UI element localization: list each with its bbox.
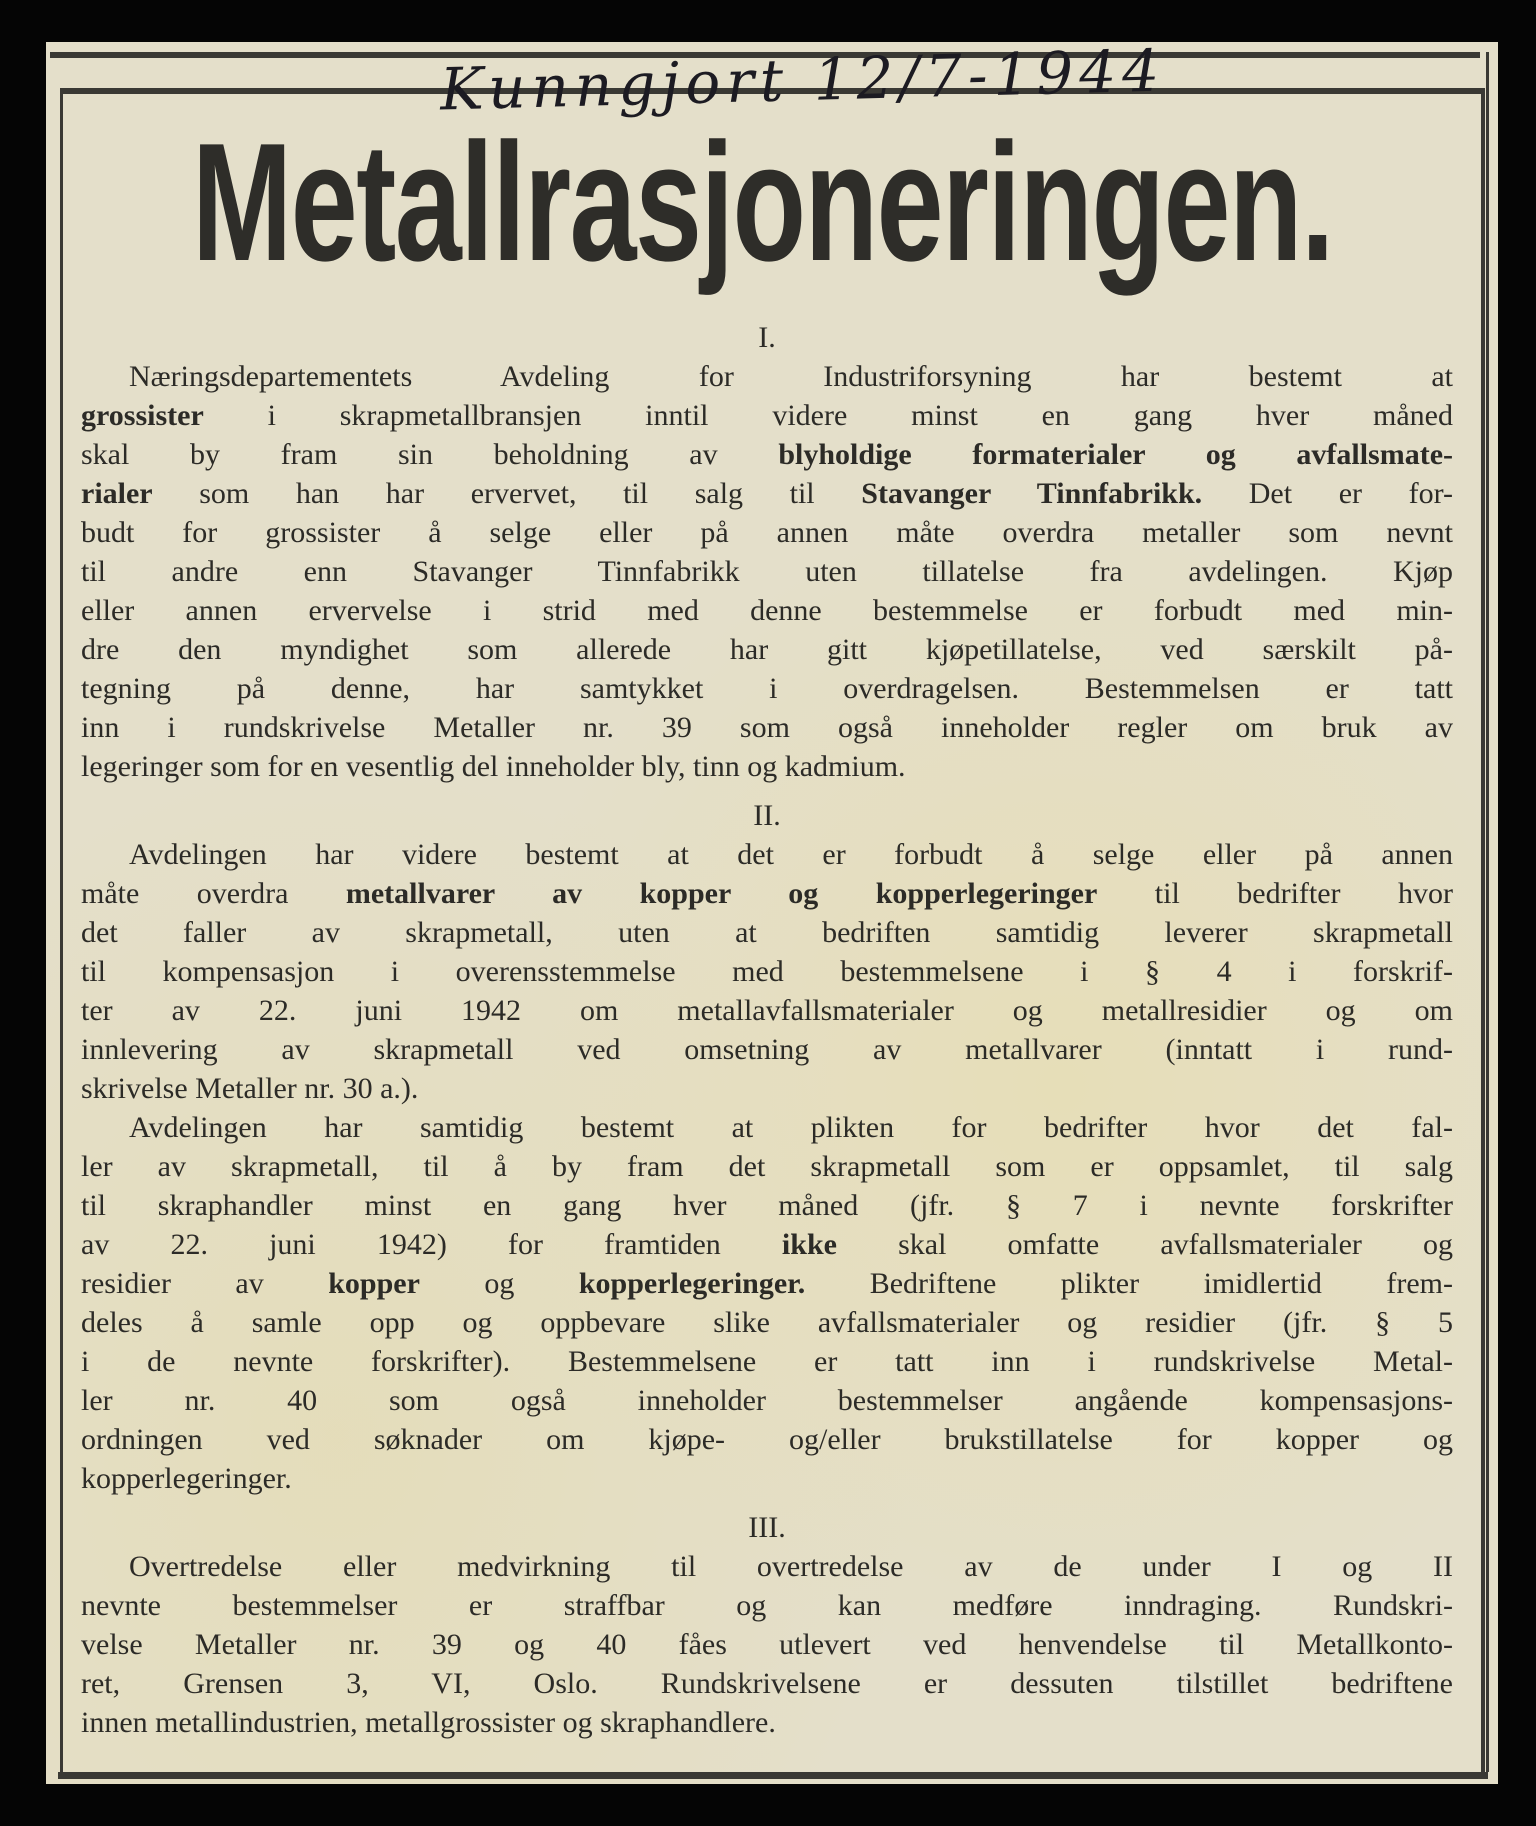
text: Det er for- xyxy=(1202,477,1453,510)
bold-text: metallvarer av kopper og kopperlegeringer xyxy=(345,877,1098,910)
text: inn i rundskrivelse Metaller nr. 39 som også inneholder regler om bruk av xyxy=(81,711,1453,744)
text-line xyxy=(81,1303,1453,1342)
text: Bedriftene plikter imidlertid frem- xyxy=(805,1267,1454,1300)
text-line xyxy=(81,874,1453,913)
text: i de nevnte forskrifter). Bestemmelsene er tatt inn i rundskrivelse Metal- xyxy=(81,1345,1453,1378)
text-line xyxy=(81,513,1453,552)
text-line xyxy=(81,952,1453,991)
text-line xyxy=(81,357,1453,396)
text: skrivelse Metaller nr. 30 a.). xyxy=(81,1072,419,1105)
text-line xyxy=(81,835,1453,874)
text: Næringsdepartementets Avdeling for Industriforsyning har bestemt at xyxy=(129,360,1453,393)
text-line xyxy=(81,474,1453,513)
text: velse Metaller nr. 39 og 40 fåes utlevert ved henvendelse til Metallkonto- xyxy=(81,1628,1453,1661)
text: innen metallindustrien, metallgrossister og skraphandlere. xyxy=(81,1706,776,1739)
text-line xyxy=(81,552,1453,591)
text-line xyxy=(81,991,1453,1030)
text-line xyxy=(81,708,1453,747)
text-line xyxy=(81,1420,1453,1459)
article-body xyxy=(81,318,1453,1742)
bottom-rule xyxy=(58,1772,1488,1779)
text: Avdelingen har samtidig bestemt at plikten for bedrifter hvor det fal- xyxy=(129,1111,1453,1144)
text: ler nr. 40 som også inneholder bestemmelser angående kompensasjons- xyxy=(81,1384,1453,1417)
text: skal by fram sin beholdning av xyxy=(81,438,779,471)
text: legeringer som for en vesentlig del inneholder bly, tinn og kadmium. xyxy=(81,750,906,783)
text: i skrapmetallbransjen inntil videre minst en gang hver måned xyxy=(203,399,1453,432)
bold-text: kopper xyxy=(328,1267,420,1300)
text-line xyxy=(81,1030,1453,1069)
text: innlevering av skrapmetall ved omsetning av metallvarer (inntatt i rund- xyxy=(81,1033,1453,1066)
text-line xyxy=(81,1703,1453,1742)
bold-text: ikke xyxy=(781,1228,837,1261)
text-line xyxy=(81,1625,1453,1664)
text-line xyxy=(81,396,1453,435)
section-heading: I. xyxy=(758,321,776,354)
text-line xyxy=(81,435,1453,474)
text: til kompensasjon i overensstemmelse med bestemmelsene i § 4 i forskrif- xyxy=(81,955,1453,988)
text: Overtredelse eller medvirkning til overtredelse av de under I og II xyxy=(129,1550,1453,1583)
text: til andre enn Stavanger Tinnfabrikk uten tillatelse fra avdelingen. Kjøp xyxy=(81,555,1453,588)
text: kopperlegeringer. xyxy=(81,1462,292,1495)
article-headline: Metallrasjoneringen. xyxy=(192,108,1333,296)
bold-text: Stavanger Tinnfabrikk. xyxy=(861,477,1203,510)
text-line xyxy=(81,1459,1453,1498)
text: Avdelingen har videre bestemt at det er forbudt å selge eller på annen xyxy=(129,838,1453,871)
text-line xyxy=(81,630,1453,669)
section-heading: II. xyxy=(753,799,781,832)
text: residier av xyxy=(81,1267,329,1300)
text-line xyxy=(81,1586,1453,1625)
bold-text: blyholdige formaterialer og avfallsmate- xyxy=(778,438,1453,471)
text: dre den myndighet som allerede har gitt kjøpetillatelse, ved særskilt på- xyxy=(81,633,1453,666)
text: ordningen ved søknader om kjøpe- og/eller brukstillatelse for kopper og xyxy=(81,1423,1453,1456)
text-line xyxy=(81,1108,1453,1147)
text-line xyxy=(81,1664,1453,1703)
handwritten-date-annotation: Kunngjort 12/7-1944 xyxy=(439,36,1166,124)
text-line xyxy=(81,1186,1453,1225)
text: til skraphandler minst en gang hver måned (jfr. § 7 i nevnte forskrifter xyxy=(81,1189,1453,1222)
text-line xyxy=(81,1381,1453,1420)
text: tegning på denne, har samtykket i overdragelsen. Bestemmelsen er tatt xyxy=(81,672,1453,705)
section-heading: III. xyxy=(748,1511,786,1544)
text: til bedrifter hvor xyxy=(1097,877,1453,910)
text-line xyxy=(81,669,1453,708)
text: deles å samle opp og oppbevare slike avfallsmaterialer og residier (jfr. § 5 xyxy=(81,1306,1453,1339)
text: ler av skrapmetall, til å by fram det skrapmetall som er oppsamlet, til salg xyxy=(81,1150,1453,1183)
bold-text: kopperlegeringer. xyxy=(578,1267,806,1300)
text: eller annen ervervelse i strid med denne bestemmelse er forbudt med min- xyxy=(81,594,1453,627)
text: budt for grossister å selge eller på annen måte overdra metaller som nevnt xyxy=(81,516,1453,549)
text-line xyxy=(81,1147,1453,1186)
text: og xyxy=(419,1267,579,1300)
text-line xyxy=(81,591,1453,630)
bold-text: grossister xyxy=(81,399,204,432)
text-line xyxy=(81,1547,1453,1586)
text: ter av 22. juni 1942 om metallavfallsmaterialer og metallresidier og om xyxy=(81,994,1453,1027)
right-rule xyxy=(1486,52,1489,1772)
bold-text: rialer xyxy=(81,477,153,510)
text-line xyxy=(81,913,1453,952)
text: nevnte bestemmelser er straffbar og kan medføre inndraging. Rundskri- xyxy=(81,1589,1453,1622)
text-line xyxy=(81,1342,1453,1381)
text: måte overdra xyxy=(81,877,346,910)
text-line xyxy=(81,1264,1453,1303)
text-line xyxy=(81,747,1453,786)
text-line xyxy=(81,1225,1453,1264)
text: skal omfatte avfallsmaterialer og xyxy=(836,1228,1454,1261)
text: det faller av skrapmetall, uten at bedriften samtidig leverer skrapmetall xyxy=(81,916,1453,949)
text-line xyxy=(81,1069,1453,1108)
text: av 22. juni 1942) for framtiden xyxy=(81,1228,782,1261)
text: ret, Grensen 3, VI, Oslo. Rundskrivelsene er dessuten tilstillet bedriftene xyxy=(81,1667,1453,1700)
text: som han har ervervet, til salg til xyxy=(152,477,862,510)
